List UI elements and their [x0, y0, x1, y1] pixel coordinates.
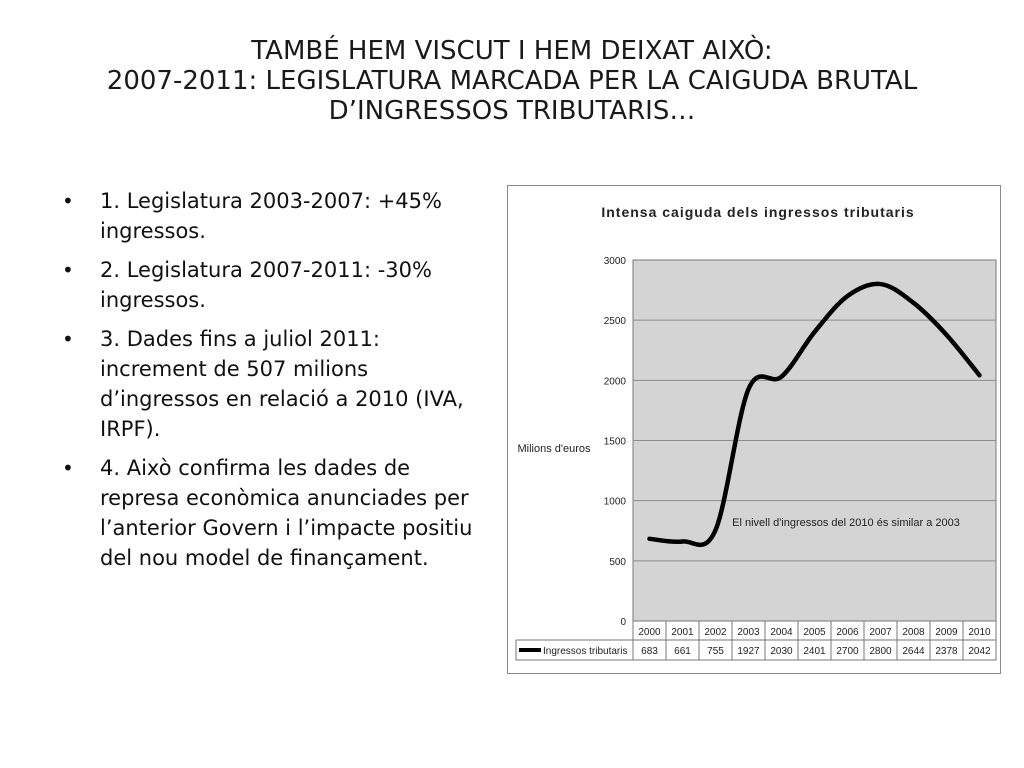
data-point [714, 529, 717, 532]
data-label: 661 [674, 646, 691, 657]
data-point [978, 374, 981, 377]
y-tick-label: 1000 [603, 496, 626, 508]
bullet-text: 3. Dades fins a juliol 2011: increment de 507 milions d’ingressos en relació a 2010 (IVA, IRPF). [100, 327, 464, 441]
x-tick-label: 2003 [737, 627, 760, 638]
data-point [681, 540, 684, 543]
y-tick-label: 0 [620, 617, 626, 628]
data-label: 2644 [902, 646, 925, 657]
x-tick-label: 2010 [968, 627, 991, 638]
data-label: 2700 [836, 646, 859, 657]
bullet-item [60, 324, 480, 444]
x-tick-label: 2001 [671, 627, 694, 638]
data-point [747, 388, 750, 391]
data-label: 683 [641, 646, 658, 657]
bullet-marker: • [62, 258, 74, 282]
data-label: 2030 [770, 646, 793, 657]
x-tick-label: 2000 [638, 627, 661, 638]
slide-title [40, 36, 984, 126]
bullet-item [60, 453, 480, 573]
y-tick-label: 3000 [603, 256, 626, 267]
y-tick-label: 1500 [603, 436, 626, 448]
x-tick-label: 2005 [803, 627, 826, 638]
bullet-text: 4. Això confirma les dades de represa econòmica anunciades per l’anterior Govern i l’impacte positiu del nou model de finançament. [100, 456, 473, 570]
data-label: 1927 [737, 646, 760, 657]
bullet-item [60, 255, 480, 315]
bullet-list [60, 186, 480, 582]
data-point [813, 331, 816, 334]
title-line: TAMBÉ HEM VISCUT I HEM DEIXAT AIXÒ: [251, 36, 773, 66]
bullet-item [60, 186, 480, 246]
x-tick-label: 2008 [902, 627, 925, 638]
data-point [648, 537, 651, 540]
data-point [945, 333, 948, 336]
x-tick-label: 2002 [704, 627, 727, 638]
line-chart [508, 186, 1000, 673]
data-label: 2042 [968, 646, 991, 657]
data-point [846, 295, 849, 298]
bullet-marker: • [62, 189, 74, 213]
y-axis-label: Milions d'euros [517, 443, 591, 455]
x-tick-label: 2009 [935, 627, 958, 638]
y-tick-label: 2500 [603, 316, 626, 328]
bullet-text: 2. Legislatura 2007-2011: -30% ingressos. [100, 258, 432, 312]
title-line: D’INGRESSOS TRIBUTARIS… [328, 96, 696, 126]
data-label: 2800 [869, 646, 892, 657]
x-tick-label: 2006 [836, 627, 859, 638]
bullet-marker: • [62, 456, 74, 480]
x-tick-label: 2007 [869, 627, 892, 638]
bullet-text: 1. Legislatura 2003-2007: +45% ingressos. [100, 189, 442, 243]
y-tick-label: 500 [609, 556, 626, 568]
title-line: 2007-2011: LEGISLATURA MARCADA PER LA CAIGUDA BRUTAL [106, 66, 918, 96]
x-tick-label: 2004 [770, 627, 793, 638]
y-tick-label: 2000 [603, 376, 626, 388]
data-label: 755 [707, 646, 724, 657]
chart-annotation: El nivell d'ingressos del 2010 és similar a 2003 [732, 517, 960, 529]
chart-title: Intensa caiguda dels ingressos tributaris [601, 204, 915, 220]
data-point [780, 375, 783, 378]
data-label: 2378 [935, 646, 958, 657]
data-point [912, 301, 915, 304]
legend-label: Ingressos tributaris [543, 646, 628, 657]
chart-frame [507, 185, 1001, 674]
bullet-marker: • [62, 327, 74, 351]
data-point [879, 283, 882, 286]
data-label: 2401 [803, 646, 826, 657]
